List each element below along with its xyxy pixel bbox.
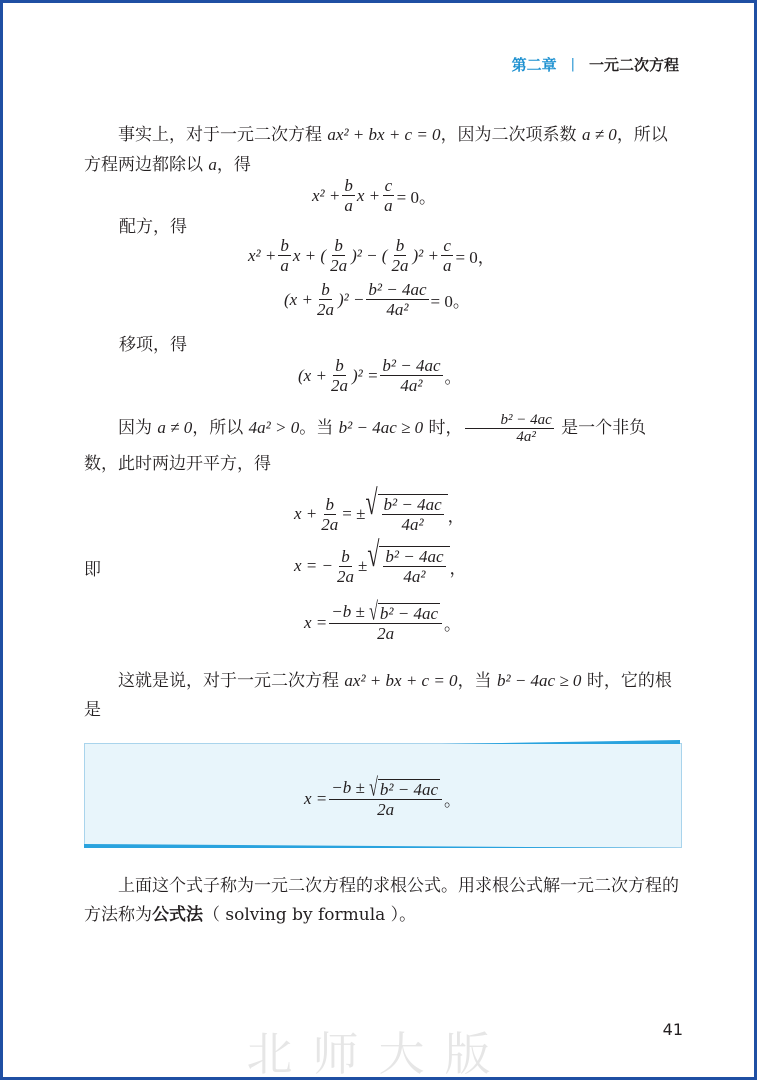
paragraph-nonnegative: 因为 a ≠ 0，所以 4a² > 0。当 b² − 4ac ≥ 0 时， $\frac{\text{b² − 4ac}}{\text{4a²}}$ 是一个非负数，此时两边开平方，得 xyxy=(84,412,647,474)
chapter-title: 一元二次方程 xyxy=(588,56,679,74)
paragraph-conclusion: 这就是说，对于一元二次方程 ax² + bx + c = 0，当 b² − 4ac ≥ 0 时，它的根是 xyxy=(84,671,672,720)
chapter-label: 第二章 xyxy=(511,56,557,74)
page-number: 41 xyxy=(662,1020,683,1039)
equation-transposed: (x + $\frac{b}{2a}$ )² = $\frac{\text{b² − 4ac}}{\text{4a²}}$ 。 xyxy=(298,356,462,395)
equation-quadratic-root: x = −b ± √ b² − 4ac 2a 。 xyxy=(304,598,461,643)
watermark: 北师大版 xyxy=(246,1027,511,1081)
equation-divided: x² + $\frac{b}{a}$ x + $\frac{c}{a}$ = 0。 xyxy=(312,176,436,215)
math-inline: a xyxy=(208,155,217,174)
label-complete-square: 配方，得 xyxy=(119,217,187,237)
label-that-is: 即 xyxy=(84,560,101,580)
key-term: 公式法 xyxy=(152,905,203,925)
header-separator: | xyxy=(570,57,575,72)
equation-complete-square: x² + $\frac{b}{a}$ x + ( $\frac{b}{2a}$ )² − ( $\frac{b}{2a}$ )² + $\frac{c}{a}$ = 0， xyxy=(248,236,495,275)
equation-solve-x: x = − $\frac{b}{2a}$ ± √ $\frac{\text{b² − 4ac}}{\text{4a²}}$ ， xyxy=(294,534,467,586)
label-transpose: 移项，得 xyxy=(119,335,187,355)
running-header xyxy=(512,54,679,75)
paragraph-intro: 事实上，对于一元二次方程 ax² + bx + c = 0，因为二次项系数 a ≠ 0，所以方程两边都除以 a，得 xyxy=(84,125,668,175)
equation-squared-form: (x + $\frac{b}{2a}$ )² − $\frac{\text{b² − 4ac}}{\text{4a²}}$ = 0。 xyxy=(284,280,470,319)
math-inline: ax² + bx + c = 0 xyxy=(327,125,441,144)
equation-square-root: x + $\frac{b}{2a}$ = ± √ $\frac{\text{b² − 4ac}}{\text{4a²}}$ ， xyxy=(294,494,465,534)
math-inline: a ≠ 0 xyxy=(581,125,617,144)
radical-sign: √ xyxy=(365,482,378,522)
quadratic-formula: x = −b ± √ b² − 4ac 2a 。 xyxy=(304,774,461,819)
paragraph-definition: 上面这个式子称为一元二次方程的求根公式。用求根公式解一元二次方程的方法称为公式法（ solving by formula ）。 xyxy=(84,876,679,925)
